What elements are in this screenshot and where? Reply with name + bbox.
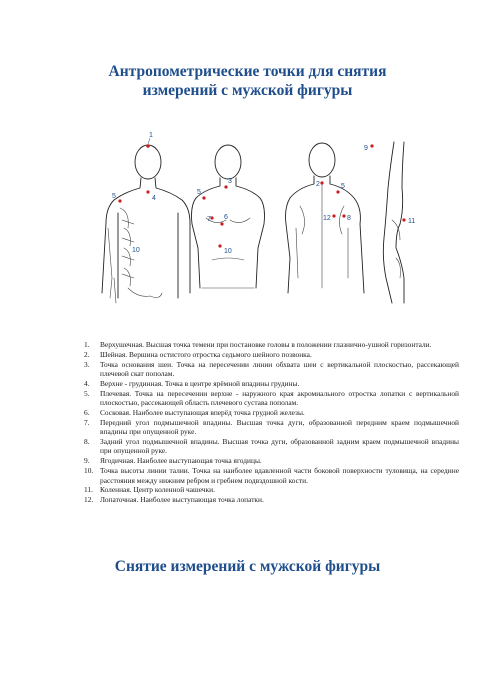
list-item: 2. Шейная. Вершина остистого отростка седьмого шейного позвонка. (84, 349, 312, 359)
label-11: 11 (408, 218, 416, 225)
list-item: 8. Задний угол подмышечной впадины. Высшая точка дуги, образованной задним краем подмышечной впадины при опущенной руке. (84, 437, 459, 456)
label-5: 5 (112, 193, 116, 200)
figure-front-skeleton (102, 132, 190, 303)
list-item: 4. Верхне - грудинная. Точка в центре ярёмной впадины грудины. (84, 378, 300, 388)
figure-front-torso (192, 145, 265, 288)
label-5: 5 (341, 183, 345, 190)
label-1: 1 (149, 132, 153, 139)
list-item: 5. Плечевая. Точка на пересечении верхне - наружного края акромиального отростка лопатки с вертикальной плоскостью, рассекающей область плечевого сустава пополам. (84, 388, 459, 408)
list-item: 9. Ягодичная. Наиболее выступающая точка ягодицы. (84, 456, 262, 466)
list-item: 6. Сосковая. Наиболее выступающая вперёд точка грудной железы. (84, 408, 305, 418)
anthropometric-figures (0, 128, 495, 328)
list-item: 10. Точка высоты линии талии. Точка на наиболее вдавленной части боковой поверхности туловища, на середине расстояния между нижним ребром и гребнем подвздошной кости. (84, 466, 459, 485)
list-item: 12. Лопаточная. Наиболее выступающая точка лопатки. (84, 495, 264, 505)
figure-side (364, 142, 415, 303)
label-4: 4 (152, 195, 156, 202)
label-6: 6 (224, 214, 228, 221)
list-item: 7. Передний угол подмышечной впадины. Высшая точка дуги, образованной передним краем подмышечной впадины при опущенной руке. (84, 417, 459, 437)
label-12: 12 (323, 215, 331, 222)
label-10: 10 (132, 247, 140, 254)
page-title: Антропометрические точки для снятия измерений с мужской фигуры (108, 63, 387, 99)
list-item: 11. Коленная. Центр коленной чашечки. (84, 485, 215, 495)
label-5: 5 (197, 189, 201, 196)
figures-illustration (0, 128, 495, 328)
label-7: 7 (207, 216, 211, 223)
list-item: 3. Точка основания шеи. Точка на пересечении линии обхвата шеи с вертикальной плоскостью, рассекающей плечевой скат пополам. (84, 359, 459, 379)
label-3: 3 (228, 178, 232, 185)
figure-back (286, 143, 365, 293)
label-8: 8 (347, 215, 351, 222)
points-list (84, 340, 459, 505)
label-10: 10 (224, 248, 232, 255)
label-9: 9 (364, 145, 368, 152)
list-item: 1. Верхушечная. Высшая точка темени при постановке головы в положении глазнично-ушной горизонтали. (84, 340, 432, 349)
section-title: Снятие измерений с мужской фигуры (114, 558, 381, 575)
label-2: 2 (316, 181, 320, 188)
